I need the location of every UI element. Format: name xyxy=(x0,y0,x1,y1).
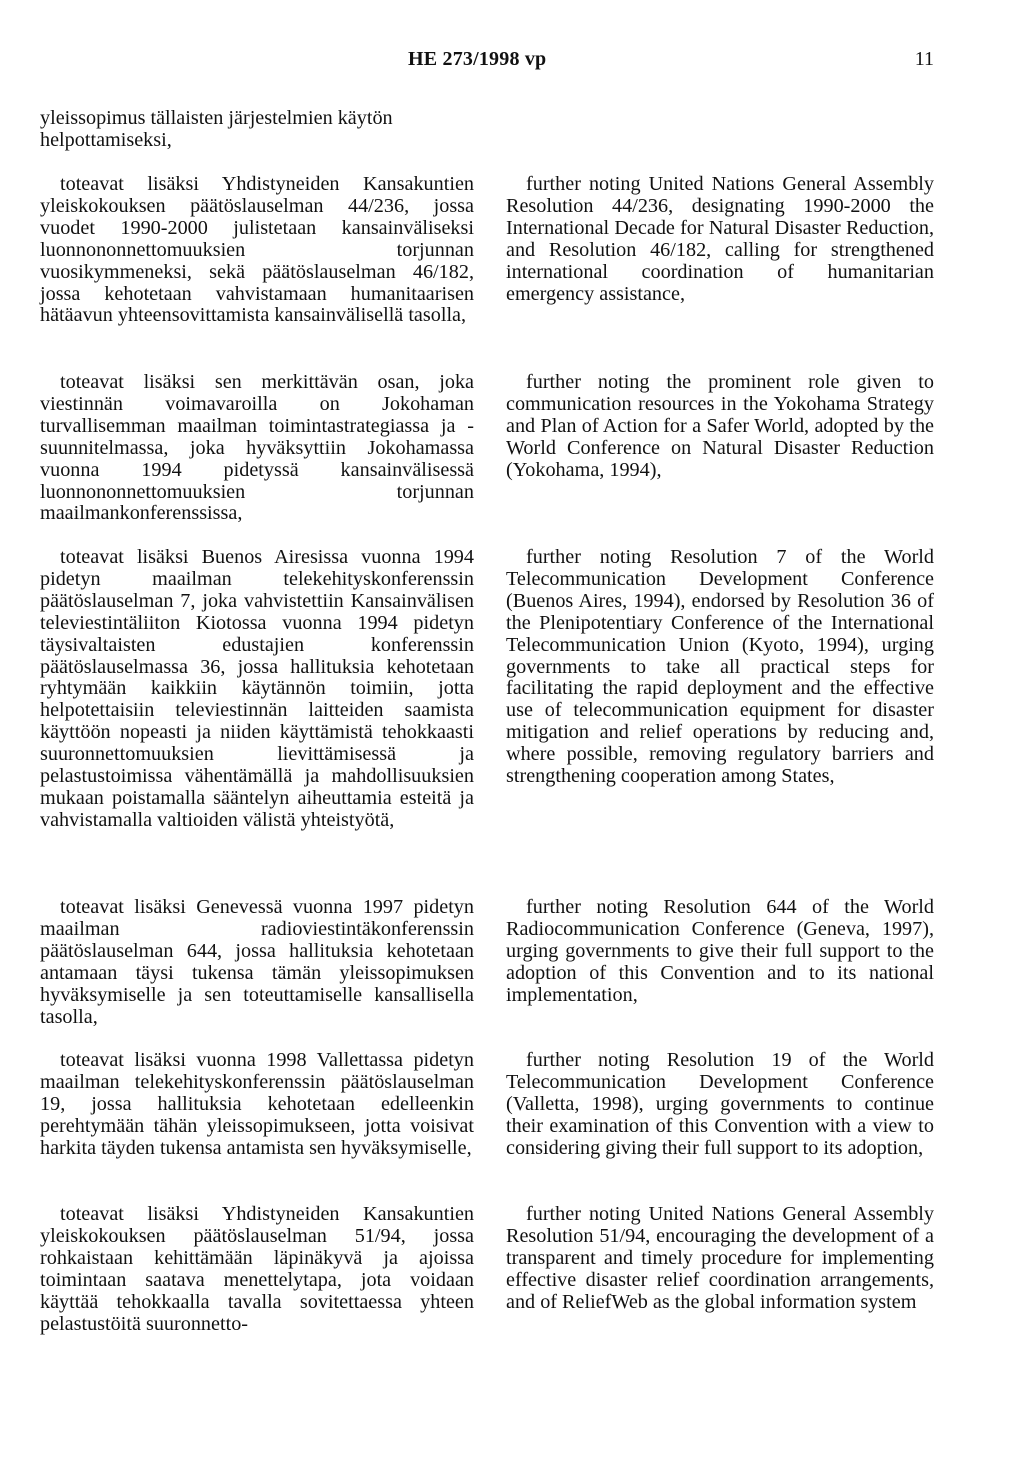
left-paragraph-4 xyxy=(40,897,474,1028)
left-paragraph-3 xyxy=(40,547,474,832)
paragraph-text: yleissopimus tällaisten järjestelmien käytön helpottamiseksi, xyxy=(40,107,393,151)
right-paragraph-1 xyxy=(506,174,934,305)
paragraph-text: further noting Resolution 644 of the World Radiocommunication Conference (Geneva, 1997), urging governments to give their full support to the adoption of this Convention and to its national implementation, xyxy=(506,896,934,1006)
right-paragraph-2 xyxy=(506,372,934,482)
left-paragraph-5 xyxy=(40,1050,474,1160)
paragraph-text: further noting the prominent role given to communication resources in the Yokohama Strategy and Plan of Action for a Safer World, adopted by the World Conference on Natural Disaster Reduction (Yokohama, 1994), xyxy=(506,371,934,481)
paragraph-text: toteavat lisäksi Genevessä vuonna 1997 pidetyn maailman radioviestintäkonferenssin päätöslauselman 644, jossa hallituksia kehotetaan antamaan täysi tukensa tämän yleissopimuksen hyväksymiselle ja sen toteuttamiselle kansallisella tasolla, xyxy=(40,896,474,1028)
left-paragraph-2 xyxy=(40,372,474,525)
left-carryover-paragraph xyxy=(40,108,474,152)
right-paragraph-6 xyxy=(506,1204,934,1314)
paragraph-text: further noting Resolution 7 of the World Telecommunication Development Conference (Buenos Aires, 1994), endorsed by Resolution 36 of the Plenipotentiary Conference of the International Telecommunication Union (Kyoto, 1994), urging governments to take all practical steps for facilitating the rapid deployment and the effective use of telecommunication equipment for disaster mitigation and relief operations by reducing and, where possible, removing regulatory barriers and strengthening cooperation among States, xyxy=(506,546,934,788)
left-paragraph-6 xyxy=(40,1204,474,1335)
paragraph-text: toteavat lisäksi sen merkittävän osan, joka viestinnän voimavaroilla on Jokohaman turvallisemman maailman toimintastrategiassa ja -suunnitelmassa, joka hyväksyttiin Jokohamassa vuonna 1994 pidetyssä kansainvälisessä luonnononnettomuuksien torjunnan maailmankonferenssissa, xyxy=(40,371,474,525)
paragraph-text: toteavat lisäksi vuonna 1998 Vallettassa pidetyn maailman telekehityskonferenssin päätöslauselman 19, jossa hallituksia kehotetaan edelleenkin perehtymään tähän yleissopimukseen, jotta voisivat harkita täyden tukensa antamista sen hyväksymiselle, xyxy=(40,1049,474,1159)
right-paragraph-3 xyxy=(506,547,934,788)
paragraph-text: further noting United Nations General Assembly Resolution 44/236, designating 1990-2000 the International Decade for Natural Disaster Reduction, and Resolution 46/182, calling for strengthened international coordination of humanitarian emergency assistance, xyxy=(506,173,934,305)
paragraph-text: further noting Resolution 19 of the World Telecommunication Development Conference (Valletta, 1998), urging governments to continue their examination of this Convention with a view to considering giving their full support to its adoption, xyxy=(506,1049,934,1159)
paragraph-text: toteavat lisäksi Yhdistyneiden Kansakuntien yleiskokouksen päätöslauselman 44/236, jossa vuodet 1990-2000 julistetaan kansainväliseksi luonnononnettomuuksien torjunnan vuosikymmeneksi, sekä päätöslauselman 46/182, jossa kehotetaan vahvistamaan humanitaarisen hätäavun yhteensovittamista kansainvälisellä tasolla, xyxy=(40,173,474,327)
left-paragraph-1 xyxy=(40,174,474,327)
document-id: HE 273/1998 vp xyxy=(408,48,547,70)
page-header xyxy=(0,48,1024,78)
paragraph-text: toteavat lisäksi Buenos Airesissa vuonna 1994 pidetyn maailman telekehityskonferenssin päätöslauselman 7, joka vahvistettiin Kansainvälisen televiestintäliiton Kiotossa vuonna 1994 pidetyn täysivaltaisten edustajien konferenssin päätöslauselmassa 36, jossa hallituksia kehotetaan ryhtymään kaikkiin käytännön toimiin, jotta helpotettaisiin televiestinnän laitteiden saamista käyttöön nopeasti ja niiden käyttämistä tehokkaasti suuronnettomuuksien lievittämisessä ja pelastustoimissa vähentämällä ja mahdollisuuksien mukaan poistamalla sääntelyn aiheuttamia esteitä ja vahvistamalla valtioiden välistä yhteistyötä, xyxy=(40,546,474,831)
paragraph-text: further noting United Nations General Assembly Resolution 51/94, encouraging the development of a transparent and timely procedure for implementing effective disaster relief coordination arrangements, and of ReliefWeb as the global information system xyxy=(506,1203,934,1313)
paragraph-text: toteavat lisäksi Yhdistyneiden Kansakuntien yleiskokouksen päätöslauselman 51/94, jossa rohkaistaan kehittämään läpinäkyvä ja ajoissa toimintaan saatava menettelytapa, jota voidaan käyttää tehokkaalla tavalla sovitettaessa yhteen pelastustöitä suuronnetto- xyxy=(40,1203,474,1335)
right-paragraph-4 xyxy=(506,897,934,1007)
page-number: 11 xyxy=(914,48,934,70)
right-paragraph-5 xyxy=(506,1050,934,1160)
